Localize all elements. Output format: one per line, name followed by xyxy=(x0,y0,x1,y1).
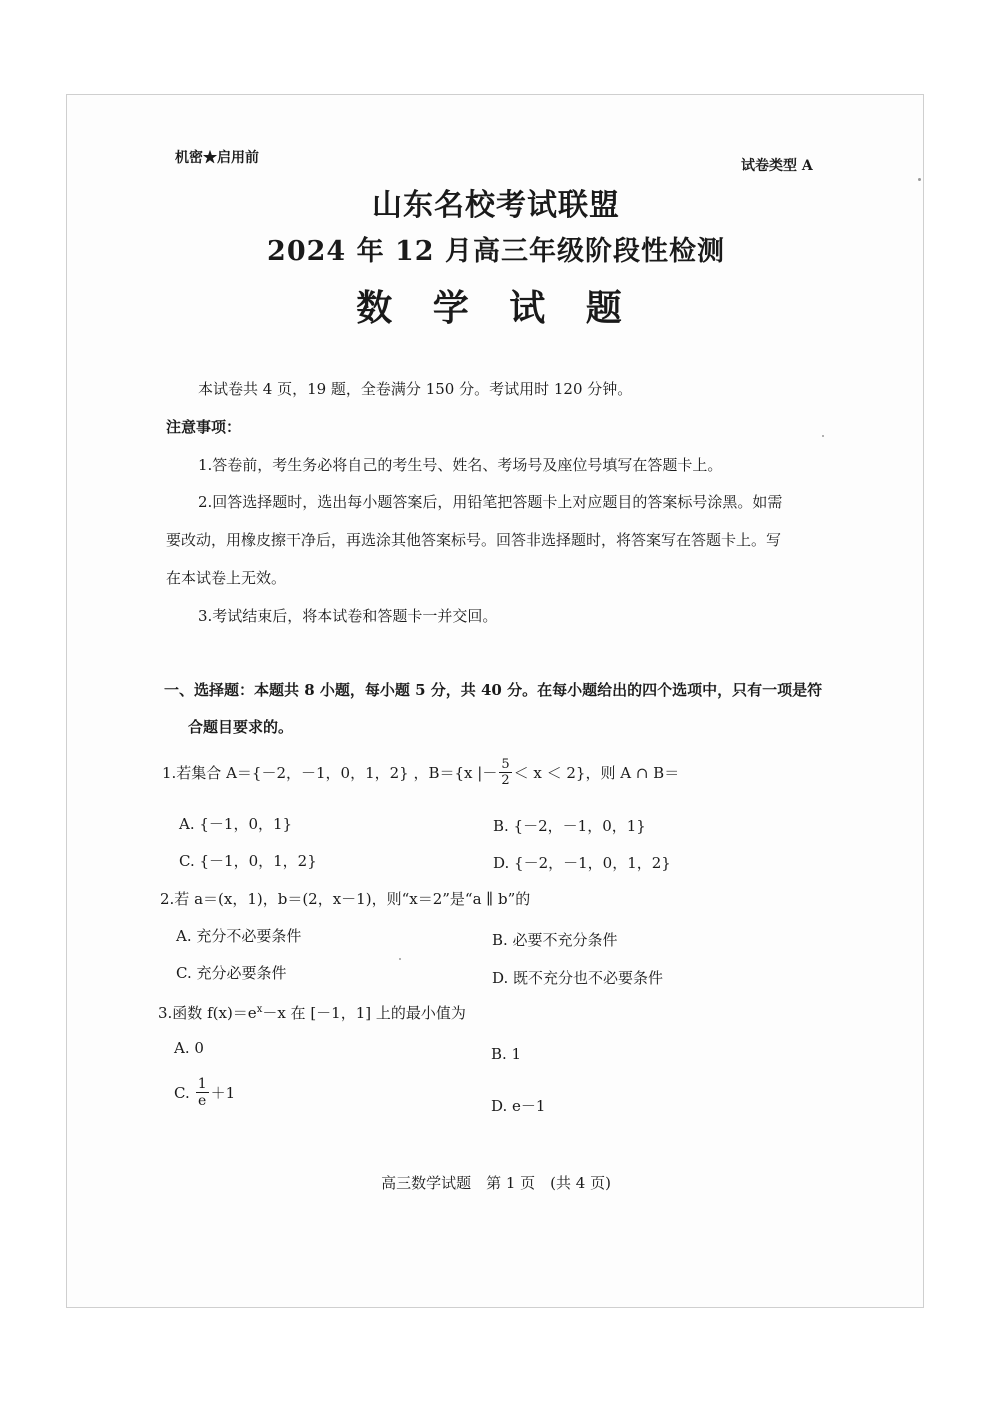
q1-option-d: D. {－2，－1，0，1，2} xyxy=(493,854,671,872)
q2-option-b: B. 必要不充分条件 xyxy=(492,931,618,949)
question-2-stem: 2.若 a＝(x，1)，b＝(2，x－1)，则“x＝2”是“a ∥ b”的 xyxy=(160,890,531,908)
q3-option-c-tail: ＋1 xyxy=(210,1084,236,1102)
q3-option-c-label: C. xyxy=(174,1083,190,1102)
q1-option-c: C. {－1，0，1，2} xyxy=(179,852,317,870)
q1-stem-part-a: 1.若集合 A＝{－2，－1，0，1，2} ，B＝{x |－ xyxy=(162,764,498,782)
question-1-stem xyxy=(162,758,679,787)
q2-option-d: D. 既不充分也不必要条件 xyxy=(492,969,664,987)
note-item-2-line2: 要改动，用橡皮擦干净后，再选涂其他答案标号。回答非选择题时，将答案写在答题卡上。写 xyxy=(166,531,782,549)
q1-option-b: B. {－2，－1，0，1} xyxy=(493,817,646,835)
q3-option-c-fraction xyxy=(196,1077,209,1108)
note-item-2-line1: 2.回答选择题时，选出每小题答案后，用铅笔把答题卡上对应题目的答案标号涂黑。如需 xyxy=(198,493,783,511)
q2-option-c: C. 充分必要条件 xyxy=(176,964,287,982)
q2-option-a: A. 充分不必要条件 xyxy=(176,927,302,945)
q3-option-b: B. 1 xyxy=(491,1045,522,1063)
scan-speck xyxy=(822,435,824,437)
org-title: 山东名校考试联盟 xyxy=(372,188,620,223)
q3-stem-part-b: －x 在 [－1，1] 上的最小值为 xyxy=(262,1004,466,1022)
q3-option-c xyxy=(174,1077,235,1108)
exam-title: 2024 年 12 月高三年级阶段性检测 xyxy=(267,236,725,267)
paper-type-label: 试卷类型 A xyxy=(741,158,813,174)
subject-title: 数 学 试 题 xyxy=(356,287,636,329)
q1-stem-part-b: ＜ x ＜ 2}，则 A ∩ B＝ xyxy=(513,764,680,782)
note-item-2-line3: 在本试卷上无效。 xyxy=(166,569,287,587)
question-3-stem xyxy=(158,1002,466,1023)
q1-fraction xyxy=(499,758,511,787)
page-footer: 高三数学试题 第 1 页 (共 4 页) xyxy=(381,1174,611,1192)
q1-option-a: A. {－1，0，1} xyxy=(179,815,293,833)
q3-c-numerator: 1 xyxy=(197,1076,207,1092)
q3-c-denominator: e xyxy=(198,1093,207,1109)
note-item-3: 3.考试结束后，将本试卷和答题卡一并交回。 xyxy=(198,607,498,625)
q3-option-d: D. e－1 xyxy=(491,1097,546,1115)
notes-heading: 注意事项： xyxy=(166,418,242,436)
confidential-label: 机密★启用前 xyxy=(175,150,259,166)
section1-line2: 合题目要求的。 xyxy=(188,718,294,736)
exam-page xyxy=(66,94,924,1308)
section1-line1: 一、选择题：本题共 8 小题，每小题 5 分，共 40 分。在每小题给出的四个选项中，只有一项是符 xyxy=(164,681,823,699)
q1-fraction-denominator: 2 xyxy=(501,773,510,788)
q3-option-a: A. 0 xyxy=(174,1039,204,1057)
q3-stem-part-a: 3.函数 f(x)＝e xyxy=(158,1004,257,1022)
note-item-1: 1.答卷前，考生务必将自己的考生号、姓名、考场号及座位号填写在答题卡上。 xyxy=(198,456,723,474)
scan-speck xyxy=(918,178,921,181)
q3-exponent: x xyxy=(256,1004,263,1015)
q1-fraction-numerator: 5 xyxy=(501,757,510,772)
intro-text: 本试卷共 4 页，19 题，全卷满分 150 分。考试用时 120 分钟。 xyxy=(198,380,633,398)
scan-speck xyxy=(399,958,401,960)
